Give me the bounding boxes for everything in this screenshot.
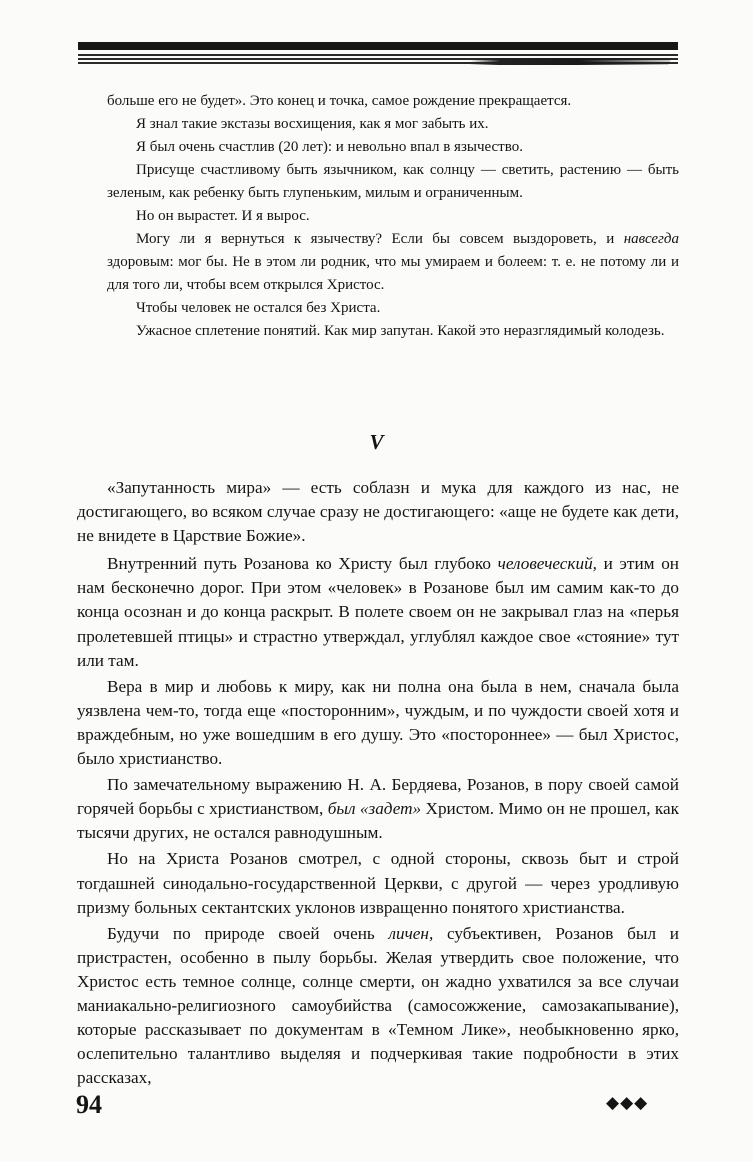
text-run: субъективен, Розанов был и пристрастен, особенно в пылу борьбы. Желая утвердить свое положение, что Христос есть темное солнце, солнце смерти, он жадно ухватился за все случаи маниакально-религиозного самоубийства (самосожжение, самозакапывание), которые рассказывает по документам в «Темном Лике», необыкновенно ярко, ослепительно талантливо выделяя и подчеркивая такие подробности в этих рассказах,	[77, 923, 679, 1088]
header-ornament-smudge	[468, 58, 671, 65]
quote-paragraph: Чтобы человек не остался без Христа.	[136, 300, 381, 316]
quote-paragraph: больше его не будет». Это конец и точка, самое рождение прекращается.	[107, 93, 572, 109]
body-paragraph: «Запутанность мира» — есть соблазн и мука для каждого из нас, не достигающего, во всяком случае сразу не достигающего: «аще не будете как дети, не внидете в Царствие Божие».	[77, 478, 679, 546]
emphasis-text: личен,	[388, 923, 434, 943]
body-paragraph	[77, 922, 679, 1091]
emphasis-text: человеческий,	[497, 554, 597, 574]
body-paragraph: Но на Христа Розанов смотрел, с одной стороны, сквозь быт и строй тогдашней синодально-государственной Церкви, с другой — через уродливую призму больных сектантских уклонов извращенно понятого христианства.	[77, 849, 679, 917]
text-run: Будучи по природе своей очень	[107, 923, 389, 943]
diamond-ornament-icon: ◆◆◆	[606, 1093, 649, 1113]
quote-paragraph: Я был очень счастлив (20 лет): и невольно впал в язычество.	[136, 139, 523, 155]
text-run: Могу ли я вернуться к язычеству? Если бы совсем выздороветь, и	[136, 231, 624, 247]
text-run: и этим он нам бесконечно дорог. При этом «человек» в Розанове был им самим как-то до конца осознан и до конца раскрыт. В полете своем он не закрывал глаз на «перья пролетевшей птицы» и страстно утверждал, углублял каждое свое «стояние» тут или там.	[77, 554, 680, 670]
quote-paragraph: Я знал такие экстазы восхищения, как я мог забыть их.	[136, 116, 489, 132]
quote-block	[107, 90, 679, 343]
page-number: 94	[76, 1090, 102, 1119]
text-run: здоровым: мог бы. Не в этом ли родник, что мы умираем и болеем: т. е. не потому ли и для того ли, чтобы всем открылся Христос.	[107, 254, 679, 293]
text-run: По замечательному выражению Н. А. Бердяева, Розанов, в пору своей самой горячей борьбы с христианством,	[77, 775, 679, 819]
emphasis-text: навсегда	[623, 231, 679, 247]
body-paragraph	[77, 773, 679, 845]
quote-paragraph: Присуще счастливому быть язычником, как солнцу — светить, растению — быть зеленым, как ребенку быть глупеньким, милым и ограниченным.	[107, 162, 679, 201]
quote-paragraph: Но он вырастет. И я вырос.	[136, 208, 310, 224]
text-run: Христом. Мимо он не прошел, как тысячи других, не остался равнодушным.	[77, 799, 679, 843]
section-heading: V	[369, 430, 384, 454]
quote-paragraph	[107, 228, 679, 297]
header-rule	[78, 42, 678, 72]
text-run: Внутренний путь Розанова ко Христу был глубоко	[107, 554, 498, 574]
body-paragraph: Вера в мир и любовь к миру, как ни полна она была в нем, сначала была уязвлена чем-то, тогда еще «посторонним», чуждым, и по чуждости своей хотя и враждебным, но уже вошедшим в его душу. Это «постороннее» — был Христос, было христианство.	[77, 676, 679, 769]
emphasis-text: был «задет»	[327, 799, 422, 819]
body-paragraph	[77, 552, 679, 672]
body-text	[77, 476, 679, 1092]
header-thin-line	[78, 54, 678, 56]
quote-paragraph: Ужасное сплетение понятий. Как мир запутан. Какой это неразглядимый колодезь.	[136, 323, 665, 339]
header-thick-bar	[78, 42, 678, 50]
